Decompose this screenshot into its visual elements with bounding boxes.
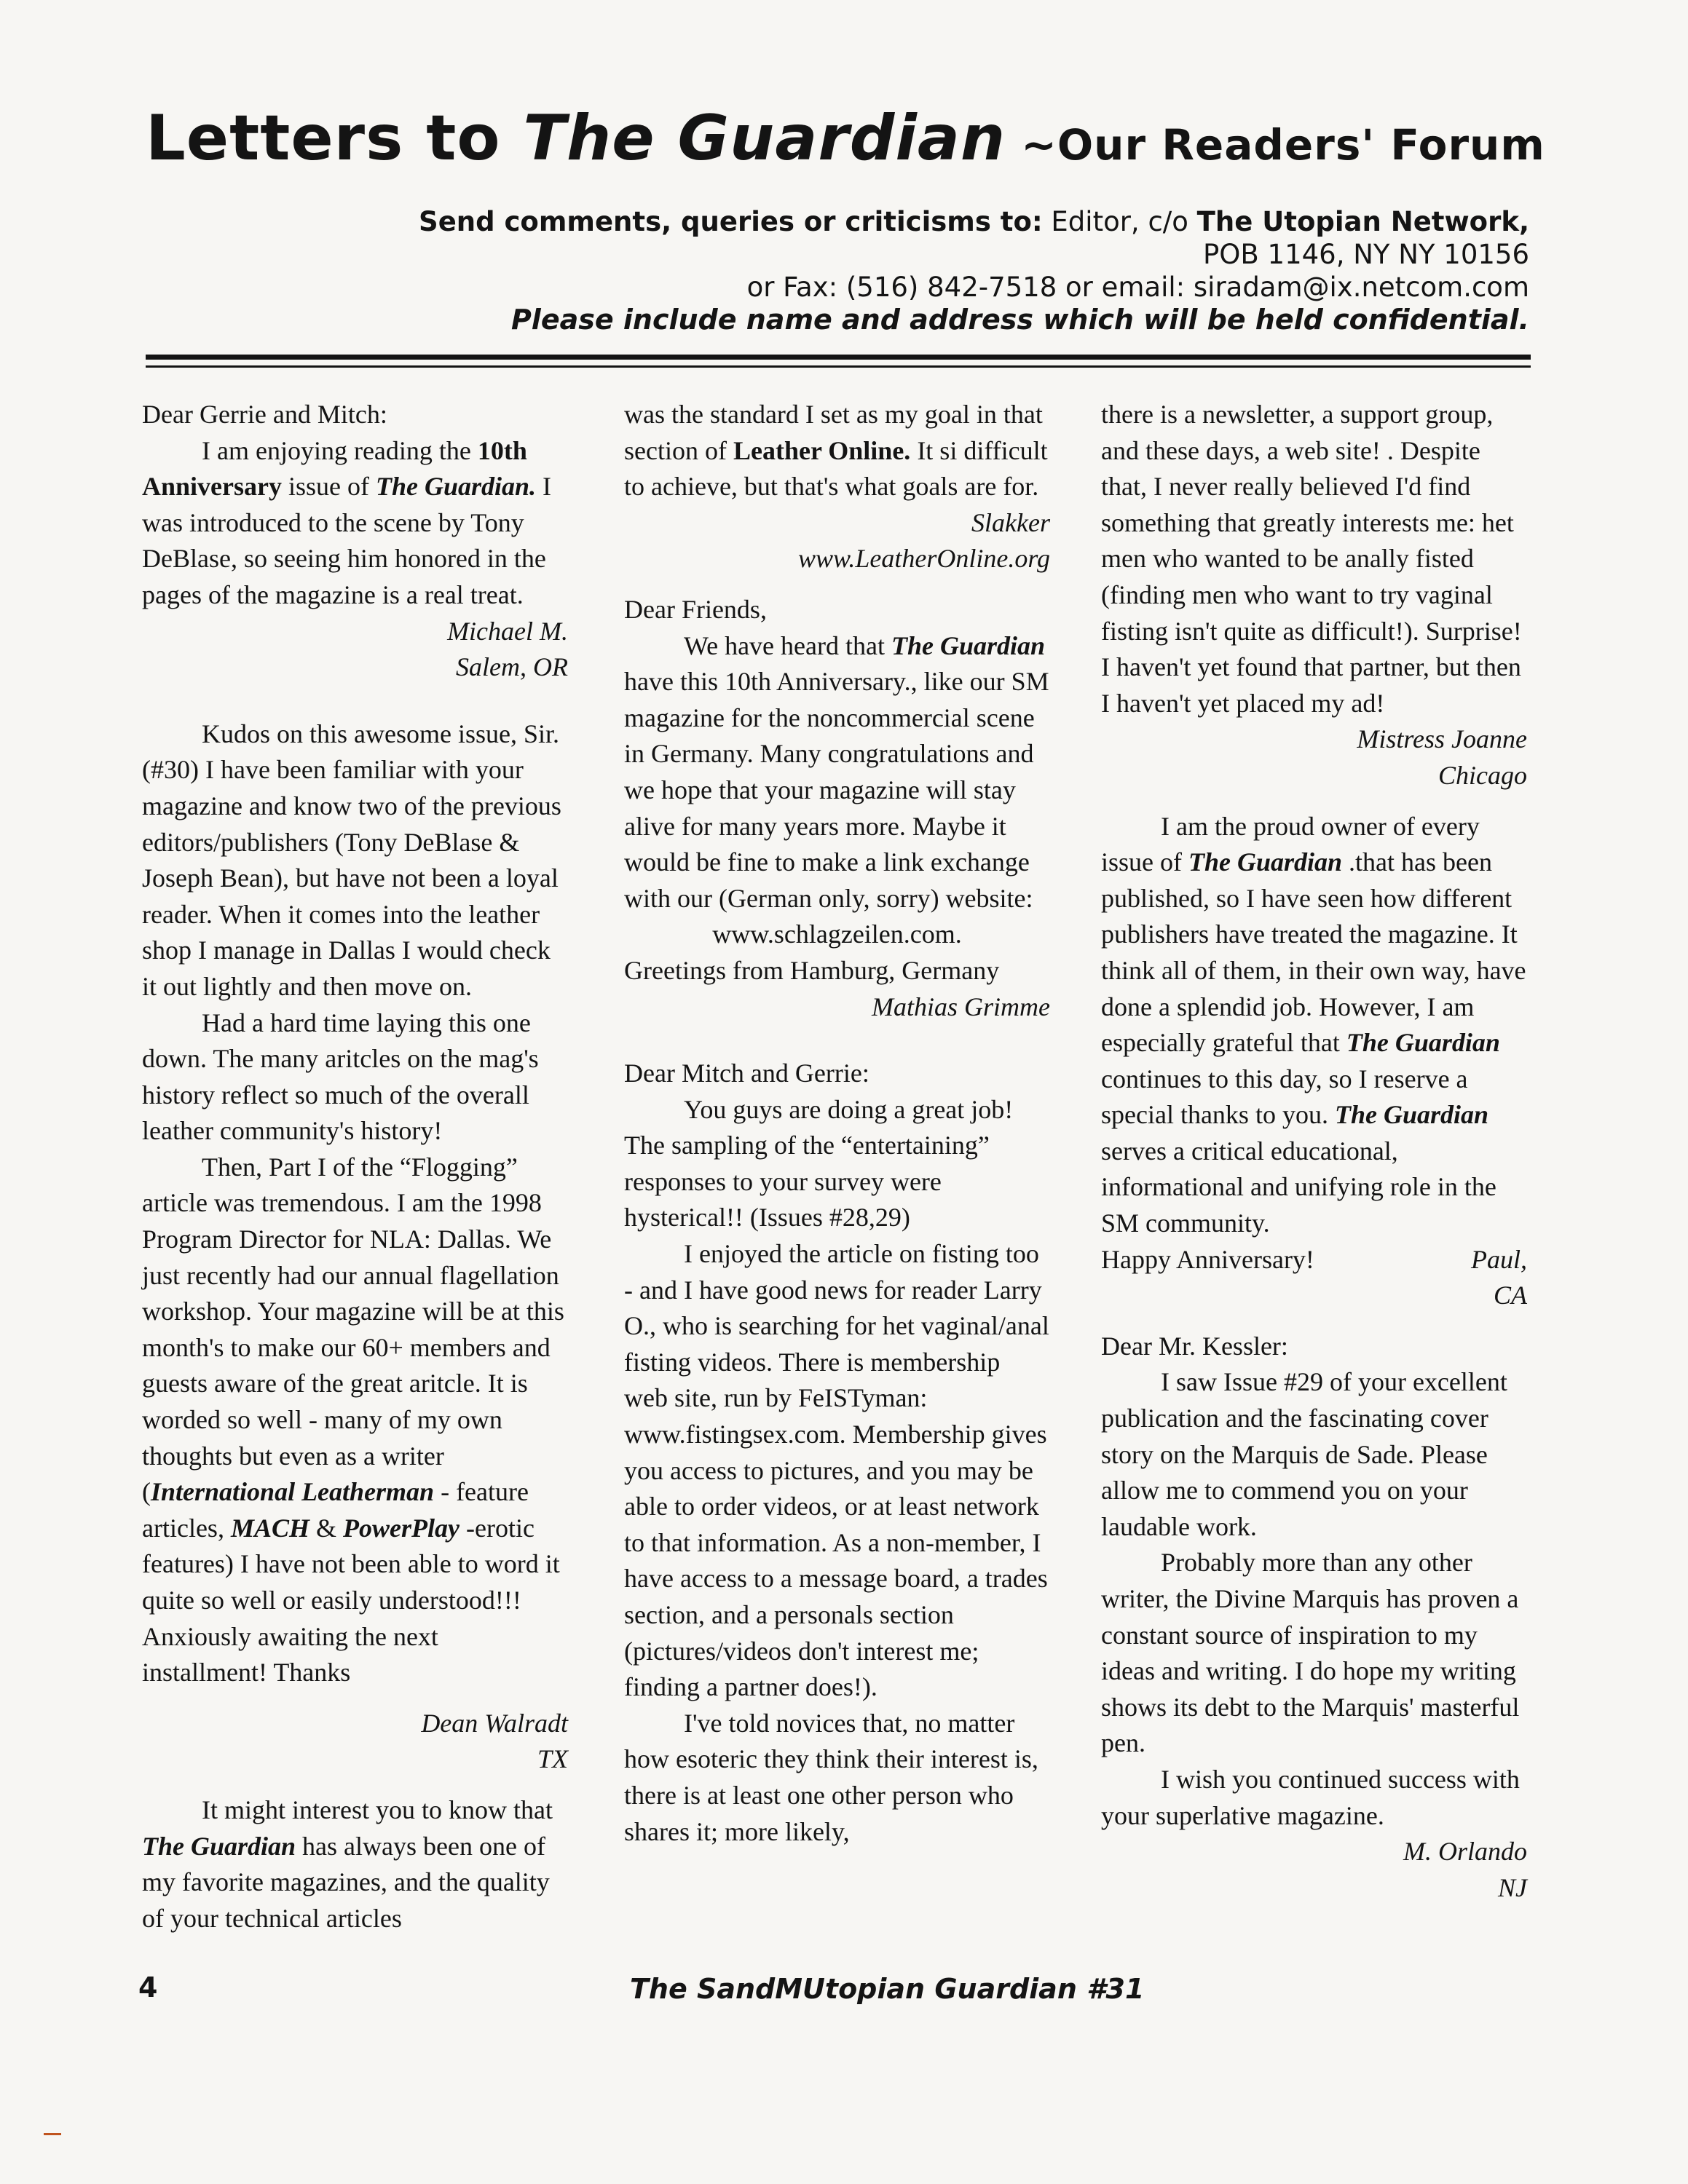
letter-6-happy: Happy Anniversary!	[1101, 1244, 1314, 1274]
letter-6-signature: Paul,	[1471, 1244, 1527, 1274]
letter-5-body-cont: there is a newsletter, a support group, and these days, a web site! . Despite that, I never really believed I'd find something that greatly interests me: het men who wanted to be anally fisted (finding men who want to try vaginal fisting isn't quite as difficult!). Surprise! I haven't yet found that partner, but then I haven't yet placed my ad!	[1101, 400, 1522, 718]
submission-contact: or Fax: (516) 842-7518 or email: siradam@ix.netcom.com	[746, 272, 1529, 303]
column-2	[624, 397, 1050, 1850]
column-3	[1101, 397, 1527, 1906]
letter-6-closing	[1101, 1242, 1527, 1278]
letter-1-body: I am enjoying reading the 10th Anniversary issue of The Guardian. I was introduced to the scene by Tony DeBlase, so seeing him honored in the pages of the magazine is a real treat.	[142, 435, 552, 609]
publication-footer: The SandMUtopian Guardian #31	[630, 1973, 1145, 2005]
letter-6-location: CA	[1493, 1281, 1527, 1310]
submission-info	[218, 205, 1529, 336]
letter-5-para-2: I enjoyed the article on fisting too - and I have good news for reader Larry O., who is searching for het vaginal/anal fisting videos. There is membership web site, run by FeISTyman: www.fistingsex.com. Membership gives you access to pictures, and you may be able to order videos, or at least network to that information. As a non-member, I have access to a message board, a trades section, and a personals section (pictures/videos don't interest me; finding a partner does!).	[624, 1239, 1049, 1702]
letter-1-salutation: Dear Gerrie and Mitch:	[142, 400, 387, 429]
letter-5-para-3: I've told novices that, no matter how esoteric they think their interest is, there is at least one other person who shares it; more likely,	[624, 1708, 1038, 1846]
letter-7-para-3: I wish you continued success with your superlative magazine.	[1101, 1764, 1520, 1830]
letter-3-signature: Slakker	[971, 507, 1050, 537]
letter-5-salutation: Dear Mitch and Gerrie:	[624, 1059, 869, 1088]
header-rule-thin	[146, 365, 1531, 368]
submission-address: POB 1146, NY NY 10156	[1202, 239, 1529, 270]
letter-6-body: I am the proud owner of every issue of The Guardian .that has been published, so I have seen how different publishers have treated the magazine. It think all of them, in their own way, have done a splendid job. However, I am especially grateful that The Guardian continues to this day, so I reserve a special thanks to you. The Guardian serves a critical educational, informational and unifying role in the SM community.	[1101, 811, 1526, 1238]
title-suffix: ~Our Readers' Forum	[1006, 120, 1545, 170]
letter-4-signature: Mathias Grimme	[872, 992, 1050, 1021]
letter-4-url: www.schlagzeilen.com.	[712, 919, 962, 949]
page-title	[146, 102, 1545, 175]
title-prefix: Letters to	[146, 102, 524, 175]
letter-2-para-1: Kudos on this awesome issue, Sir. (#30) I have been familiar with your magazine and know two of the previous editors/publishers (Tony DeBlase & Joseph Bean), but have not been a loyal reader. When it comes into the leather shop I manage in Dallas I would check it out lightly and then move on.	[142, 719, 561, 1001]
letter-2-location: TX	[537, 1744, 568, 1774]
letter-7-signature: M. Orlando	[1403, 1837, 1527, 1867]
letter-4-greeting: Greetings from Hamburg, Germany	[624, 955, 1000, 985]
letter-2-signature: Dean Walradt	[421, 1708, 568, 1738]
letter-3-body-cont: was the standard I set as my goal in that section of Leather Online. It si difficult to achieve, but that's what goals are for.	[624, 400, 1048, 502]
letter-7-para-2: Probably more than any other writer, the Divine Marquis has proven a constant source of inspiration to my ideas and writing. I do hope my writing shows its debt to the Marquis' masterful pen.	[1101, 1548, 1520, 1758]
letter-5-para-1: You guys are doing a great job! The sampling of the “entertaining” responses to your survey were hysterical!! (Issues #28,29)	[624, 1094, 1014, 1233]
letter-7-location: NJ	[1498, 1872, 1527, 1902]
letter-5-signature: Mistress Joanne	[1357, 724, 1527, 754]
page-number: 4	[138, 1971, 158, 2003]
letter-7-salutation: Dear Mr. Kessler:	[1101, 1331, 1288, 1361]
letter-4-body: We have heard that The Guardian have this 10th Anniversary., like our SM magazine for the noncommercial scene in Germany. Many congratulations and we hope that your magazine will stay alive for many years more. Maybe it would be fine to make a link exchange with our (German only, sorry) website:	[624, 630, 1049, 913]
letter-7-para-1: I saw Issue #29 of your excellent publication and the fascinating cover story on the Marquis de Sade. Please allow me to commend you on your laudable work.	[1101, 1367, 1507, 1541]
letter-1-signature: Michael M.	[447, 616, 568, 646]
confidential-note: Please include name and address which will be held confidential.	[510, 304, 1529, 336]
letter-3-url: www.LeatherOnline.org	[797, 544, 1050, 574]
column-1	[142, 397, 568, 1936]
header-rule-thick	[146, 355, 1531, 360]
letter-2-para-3: Then, Part I of the “Flogging” article was tremendous. I am the 1998 Program Director for NLA: Dallas. We just recently had our annual flagellation workshop. Your magazine will be at this month's to make our 60+ members and guests aware of the great aritcle. It is worded so well - many of my own thoughts but even as a writer (International Leatherman - feature articles, MACH & PowerPlay -erotic features) I have not been able to word it quite so well or easily understood!!! Anxiously awaiting the next installment! Thanks	[142, 1152, 564, 1688]
letter-4-salutation: Dear Friends,	[624, 594, 767, 624]
letter-2-para-2: Had a hard time laying this one down. The many aritcles on the mag's history reflect so much of the overall leather community's history!	[142, 1008, 539, 1146]
letter-3-body-start: It might interest you to know that The Guardian has always been one of my favorite magazines, and the quality of your technical articles	[142, 1795, 553, 1933]
title-guardian: The Guardian	[523, 102, 1006, 175]
scan-mark	[44, 2133, 61, 2135]
letter-1-location: Salem, OR	[456, 652, 568, 682]
submission-line-1: Send comments, queries or criticisms to: Editor, c/o The Utopian Network,	[419, 206, 1529, 237]
letter-5-location: Chicago	[1438, 760, 1527, 790]
